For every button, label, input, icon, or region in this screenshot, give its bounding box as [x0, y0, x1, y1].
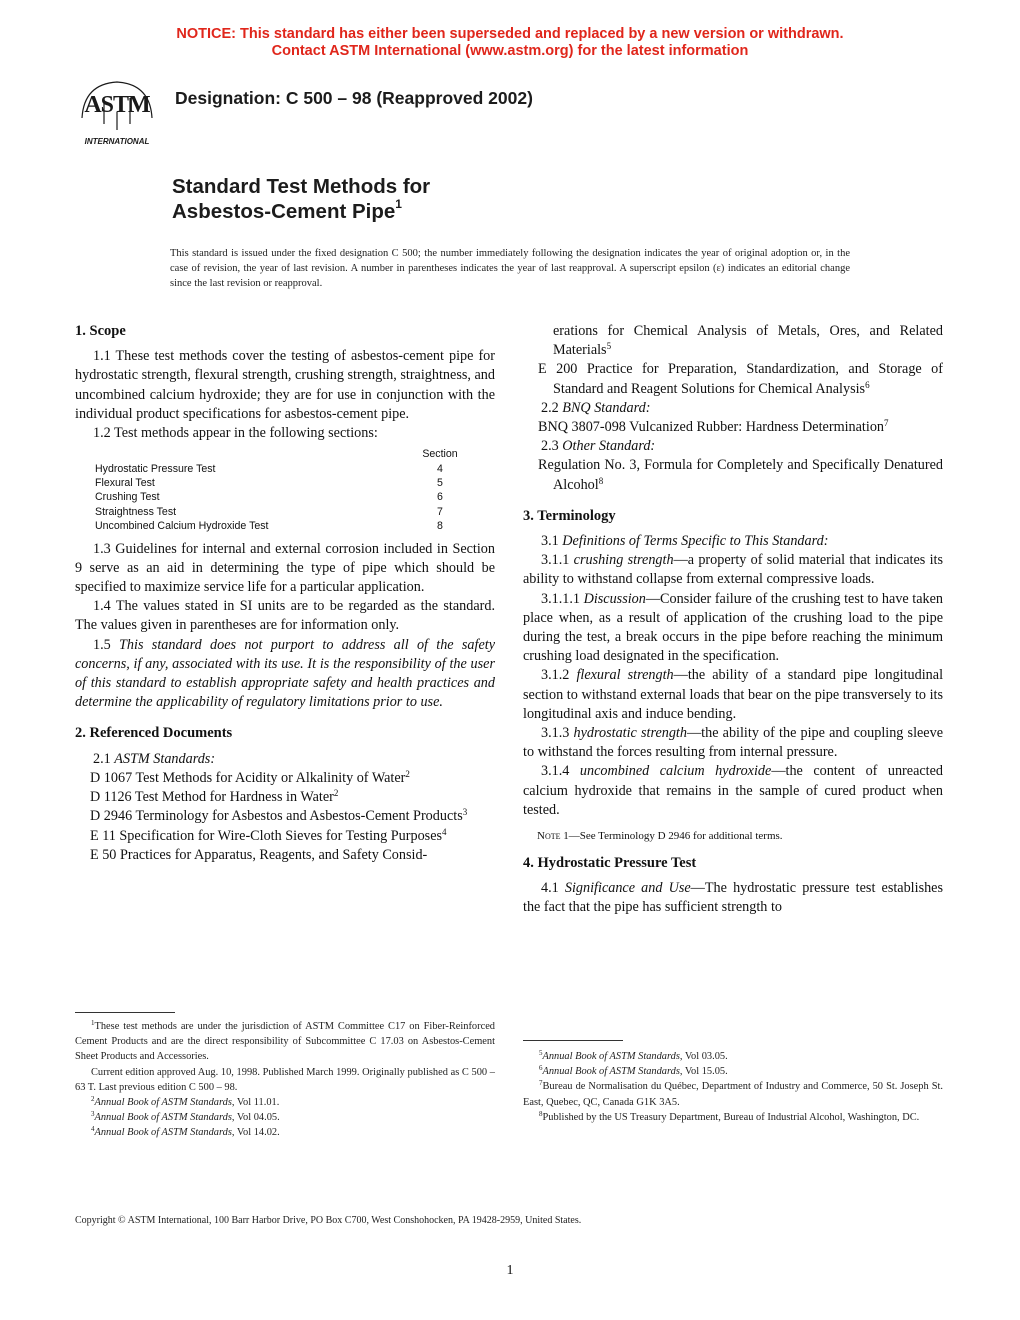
title-line-2: Asbestos-Cement Pipe	[172, 200, 396, 223]
reference-d1126: D 1126 Test Method for Hardness in Water$^2$	[90, 788, 339, 806]
paragraph-3-1-2: 3.1.2 flexural strength—the ability of a standard pipe longitudinal section to withstand external loads that bear on the pipe transversely to its longitudinal axis and induce bending.	[523, 667, 944, 722]
footnote-2: $^2$Annual Book of ASTM Standards, Vol 11.01.	[91, 1095, 280, 1109]
section-number: 7	[437, 505, 443, 518]
section-number: 5	[437, 477, 443, 490]
right-column	[523, 322, 943, 918]
paragraph-1-2: 1.2 Test methods appear in the following sections:	[93, 425, 378, 442]
left-column	[75, 322, 495, 865]
paragraph-4-1: 4.1 Significance and Use—The hydrostatic pressure test establishes the fact that the pipe has sufficient strength to	[523, 880, 943, 916]
table-row	[95, 490, 470, 504]
paragraph-3-1-4: 3.1.4 uncombined calcium hydroxide—the content of unreacted calcium hydroxide that remains in the sample of cured product when tested.	[523, 763, 944, 818]
table-row	[95, 519, 470, 533]
paragraph-2-1: 2.1 ASTM Standards:	[93, 750, 216, 767]
section-name: Uncombined Calcium Hydroxide Test	[95, 520, 269, 533]
section-number: 6	[437, 491, 443, 504]
paragraph-3-1: 3.1 Definitions of Terms Specific to This Standard:	[541, 533, 829, 550]
paragraph-2-2: 2.2 BNQ Standard:	[541, 399, 651, 416]
notice-line-2: Contact ASTM International (www.astm.org) for the latest information	[271, 43, 749, 59]
notice-banner	[0, 26, 1020, 60]
footnote-3: $^3$Annual Book of ASTM Standards, Vol 04.05.	[91, 1110, 280, 1124]
title-footnote-ref: 1	[395, 197, 402, 211]
copyright: Copyright © ASTM International, 100 Barr Harbor Drive, PO Box C700, West Conshohocken, PA 19428-2959, United States.	[75, 1215, 582, 1226]
footnote-8: $^8$Published by the US Treasury Department, Bureau of Industrial Alcohol, Washington, DC.	[539, 1109, 920, 1123]
note-1: Note 1—See Terminology D 2946 for additional terms.	[537, 830, 783, 843]
reference-e50: E 50 Practices for Apparatus, Reagents, and Safety Consid-	[90, 846, 428, 863]
paragraph-1-3: 1.3 Guidelines for internal and external corrosion included in Section 9 serve as an aid in determining the type of pipe which should be specified to maximize service life for a particular application.	[75, 540, 495, 596]
reference-e200: E 200 Practice for Preparation, Standardization, and Storage of Standard and Reagent Solutions for Chemical Analysis$^6$	[538, 361, 943, 397]
footnote-6: $^6$Annual Book of ASTM Standards, Vol 15.05.	[539, 1064, 728, 1078]
section-name: Flexural Test	[95, 477, 155, 490]
section-number: 8	[437, 520, 443, 533]
footnotes-right	[523, 1049, 943, 1125]
section-heading-terminology: 3. Terminology	[523, 507, 616, 524]
section-heading-hydrostatic: 4. Hydrostatic Pressure Test	[523, 855, 697, 872]
astm-logo	[74, 78, 160, 148]
footnote-5: $^5$Annual Book of ASTM Standards, Vol 03.05.	[539, 1049, 728, 1062]
section-name: Hydrostatic Pressure Test	[95, 462, 216, 475]
logo-caption: INTERNATIONAL	[84, 137, 150, 146]
sections-table	[95, 447, 470, 533]
paragraph-1-1: 1.1 These test methods cover the testing of asbestos-cement pipe for hydrostatic strength, flexural strength, crushing strength, straightness, and uncombined calcium hydroxide; they are for use in conjunction with the individual product specifications for asbestos-cement pipe.	[75, 348, 495, 422]
section-name: Straightness Test	[95, 505, 177, 518]
section-name: Crushing Test	[95, 491, 160, 504]
paragraph-3-1-1-1: 3.1.1.1 Discussion—Consider failure of the crushing test to have taken place when, as a result of application of the crushing load to the pipe during the test, a break occurs in the pipe before reaching the minimum crushing load designated in the specification.	[523, 590, 943, 665]
footnotes-left	[75, 1019, 495, 1141]
paragraph-3-1-3: 3.1.3 hydrostatic strength—the ability of the pipe and coupling sleeve to withstand the forces resulting from internal pressure.	[523, 725, 943, 761]
footnote-rule-right	[523, 1040, 623, 1041]
reference-regulation-3: Regulation No. 3, Formula for Completely and Specifically Denatured Alcohol$^8$	[538, 457, 943, 493]
document-title	[172, 174, 430, 224]
section-number: 4	[437, 462, 443, 475]
paragraph-1-4: 1.4 The values stated in SI units are to be regarded as the standard. The values given in parentheses are for information only.	[75, 598, 495, 634]
paragraph-3-1-1: 3.1.1 crushing strength—a property of solid material that indicates its ability to withstand collapse from external compressive loads.	[523, 552, 943, 588]
footnote-1-continued: Current edition approved Aug. 10, 1998. Published March 1999. Originally published as C 500 – 63 T. Last previous edition C 500 – 98.	[75, 1066, 495, 1093]
section-heading-referenced-documents: 2. Referenced Documents	[75, 725, 233, 742]
preamble: This standard is issued under the fixed designation C 500; the number immediately following the designation indicates the year of original adoption or, in the case of revision, the year of last revision. A number in parentheses indicates the year of last reapproval. A superscript epsilon (ε) indicates an editorial change since the last revision or reapproval.	[170, 248, 850, 289]
footnote-4: $^4$Annual Book of ASTM Standards, Vol 14.02.	[91, 1125, 280, 1139]
footnote-rule-left	[75, 1012, 175, 1013]
reference-e50-continued: erations for Chemical Analysis of Metals, Ores, and Related Materials$^5$	[553, 323, 943, 359]
footnote-7: $^7$Bureau de Normalisation du Québec, Department of Industry and Commerce, 50 St. Joseph St. East, Quebec, QC, Canada G1K 3A5.	[523, 1079, 943, 1108]
paragraph-1-5: 1.5 This standard does not purport to address all of the safety concerns, if any, associated with its use. It is the responsibility of the user of this standard to establish appropriate safety and health practices and determine the applicability of regulatory limitations prior to use.	[75, 636, 495, 711]
paragraph-2-3: 2.3 Other Standard:	[541, 438, 656, 455]
table-row	[95, 505, 470, 519]
reference-d2946: D 2946 Terminology for Asbestos and Asbestos-Cement Products$^3$	[90, 807, 468, 825]
reference-d1067: D 1067 Test Methods for Acidity or Alkalinity of Water$^2$	[90, 768, 410, 786]
footnote-1: $^1$These test methods are under the jurisdiction of ASTM Committee C17 on Fiber-Reinforced Cement Products and are the direct responsibility of Subcommittee C 17.03 on Asbestos-Cement Sheet Products and Accessories.	[75, 1019, 495, 1063]
table-row	[95, 462, 470, 476]
title-line-1: Standard Test Methods for	[172, 175, 431, 198]
logo-text: ASTM	[84, 92, 150, 118]
page-number: 1	[506, 1263, 514, 1278]
designation: Designation: C 500 – 98 (Reapproved 2002)	[175, 88, 533, 108]
sections-header: Section	[422, 448, 458, 461]
notice-line-1: NOTICE: This standard has either been superseded and replaced by a new version or withdrawn.	[176, 26, 844, 42]
table-row	[95, 476, 470, 490]
reference-e11: E 11 Specification for Wire-Cloth Sieves for Testing Purposes$^4$	[90, 826, 447, 844]
section-heading-scope: 1. Scope	[75, 323, 126, 339]
reference-bnq: BNQ 3807-098 Vulcanized Rubber: Hardness Determination$^7$	[538, 418, 889, 436]
